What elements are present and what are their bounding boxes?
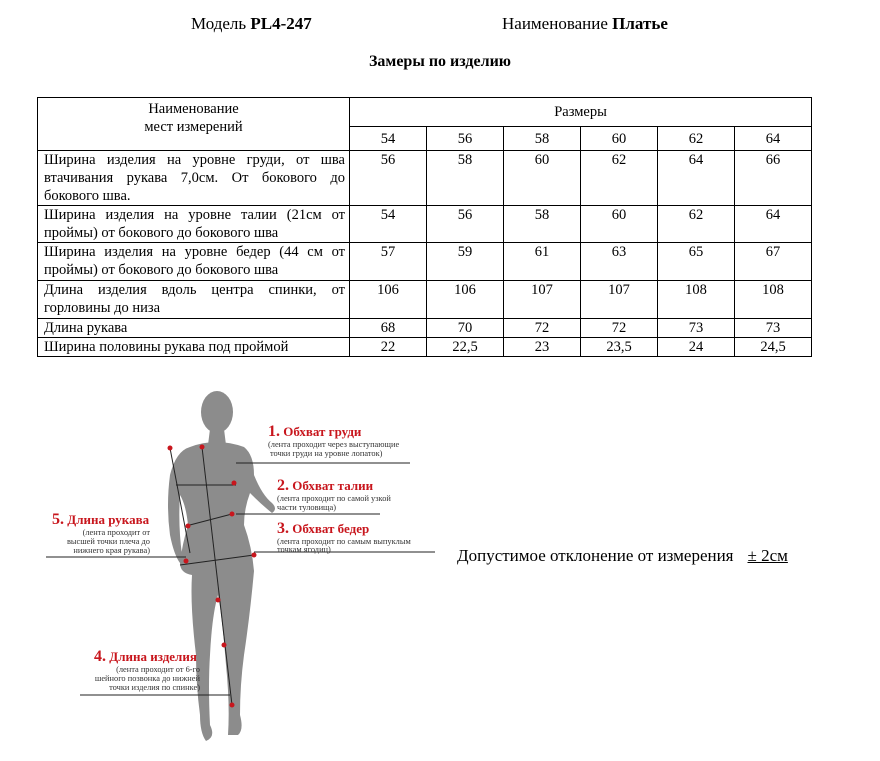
value-cell: 59 [427, 243, 504, 281]
label-sleeve-note: (лента проходит от [82, 528, 150, 537]
value-cell: 68 [350, 319, 427, 338]
value-cell: 73 [735, 319, 812, 338]
page-subtitle: Замеры по изделию [368, 53, 512, 70]
name-value: Платье [612, 14, 668, 33]
value-cell: 72 [581, 319, 658, 338]
name-column-header [38, 98, 350, 151]
value-cell: 23,5 [581, 338, 658, 357]
label-chest-num: 1. [268, 423, 280, 440]
value-cell: 23 [504, 338, 581, 357]
label-length-title: Длина изделия [109, 649, 197, 664]
name-header-line2: мест измерений [144, 119, 243, 135]
value-cell: 60 [504, 151, 581, 206]
table-row [38, 151, 812, 206]
label-hips [277, 520, 369, 537]
size-cell: 62 [658, 127, 735, 151]
value-cell: 62 [658, 206, 735, 243]
label-sleeve [52, 511, 150, 528]
value-cell: 58 [427, 151, 504, 206]
label-sleeve-note: высшей точки плеча до [66, 537, 150, 546]
value-cell: 107 [504, 281, 581, 319]
size-cell: 54 [350, 127, 427, 151]
value-cell: 66 [735, 151, 812, 206]
label-chest-note: (лента проходит через выступающие [268, 440, 400, 449]
value-cell: 24 [658, 338, 735, 357]
value-cell: 106 [350, 281, 427, 319]
model-value: PL4-247 [250, 14, 312, 33]
value-cell: 73 [658, 319, 735, 338]
value-cell: 22 [350, 338, 427, 357]
label-sleeve-title: Длина рукава [67, 512, 150, 527]
label-waist-num: 2. [277, 477, 289, 494]
row-label: Длина изделия вдоль центра спинки, от горловины до низа [38, 281, 350, 319]
row-label: Ширина изделия на уровне талии (21см от проймы) от бокового до бокового шва [38, 206, 350, 243]
table-row [38, 206, 812, 243]
label-hips-note: точкам ягодиц) [277, 545, 331, 554]
label-length-note: (лента проходит от 6-го [116, 665, 200, 674]
label-sleeve-num: 5. [52, 511, 64, 528]
label-sleeve-note: нижнего края рукава) [73, 546, 150, 555]
table-row [38, 319, 812, 338]
value-cell: 54 [350, 206, 427, 243]
label-length-num: 4. [94, 648, 106, 665]
value-cell: 106 [427, 281, 504, 319]
name-header-line1: Наименование [148, 101, 239, 117]
value-cell: 56 [350, 151, 427, 206]
label-waist-title: Обхват талии [292, 478, 374, 493]
label-chest-title: Обхват груди [283, 424, 362, 439]
value-cell: 61 [504, 243, 581, 281]
row-label: Ширина изделия на уровне груди, от шва втачивания рукава 7,0см. От бокового до бокового шва. [38, 151, 350, 206]
model-label: Модель [191, 14, 251, 33]
row-label: Ширина изделия на уровне бедер (44 см от проймы) от бокового до бокового шва [38, 243, 350, 281]
label-hips-num: 3. [277, 520, 289, 537]
value-cell: 57 [350, 243, 427, 281]
label-chest [268, 423, 362, 440]
size-cell: 58 [504, 127, 581, 151]
label-length [94, 648, 197, 665]
value-cell: 64 [658, 151, 735, 206]
table-row [38, 243, 812, 281]
name-label: Наименование [502, 14, 613, 33]
value-cell: 108 [658, 281, 735, 319]
value-cell: 64 [735, 206, 812, 243]
value-cell: 72 [504, 319, 581, 338]
table-row [38, 281, 812, 319]
row-label: Ширина половины рукава под проймой [38, 338, 350, 357]
label-hips-note: (лента проходит по самым выпуклым [277, 537, 411, 546]
label-length-note: шейного позвонка до нижней [94, 674, 200, 683]
value-cell: 62 [581, 151, 658, 206]
size-cell: 60 [581, 127, 658, 151]
label-waist-note: (лента проходит по самой узкой [277, 494, 391, 503]
label-hips-title: Обхват бедер [292, 521, 370, 536]
value-cell: 24,5 [735, 338, 812, 357]
label-waist-note: части туловища) [277, 503, 337, 512]
value-cell: 58 [504, 206, 581, 243]
value-cell: 60 [581, 206, 658, 243]
tolerance-text: Допустимое отклонение от измерения [457, 546, 734, 565]
tolerance-note [457, 546, 788, 566]
label-waist [277, 477, 374, 494]
measurements-table [37, 97, 812, 357]
value-cell: 70 [427, 319, 504, 338]
value-cell: 56 [427, 206, 504, 243]
model-header [191, 14, 312, 34]
size-cell: 56 [427, 127, 504, 151]
label-length-note: точки изделия по спинке) [109, 683, 200, 692]
size-cell: 64 [735, 127, 812, 151]
tolerance-value: ± 2см [747, 546, 788, 565]
measurement-figure [40, 385, 440, 755]
table-row [38, 338, 812, 357]
value-cell: 67 [735, 243, 812, 281]
value-cell: 108 [735, 281, 812, 319]
label-chest-note: точки груди на уровне лопаток) [270, 449, 383, 458]
sizes-header: Размеры [350, 98, 812, 127]
product-name-header [502, 14, 668, 34]
value-cell: 107 [581, 281, 658, 319]
value-cell: 63 [581, 243, 658, 281]
value-cell: 22,5 [427, 338, 504, 357]
row-label: Длина рукава [38, 319, 350, 338]
value-cell: 65 [658, 243, 735, 281]
